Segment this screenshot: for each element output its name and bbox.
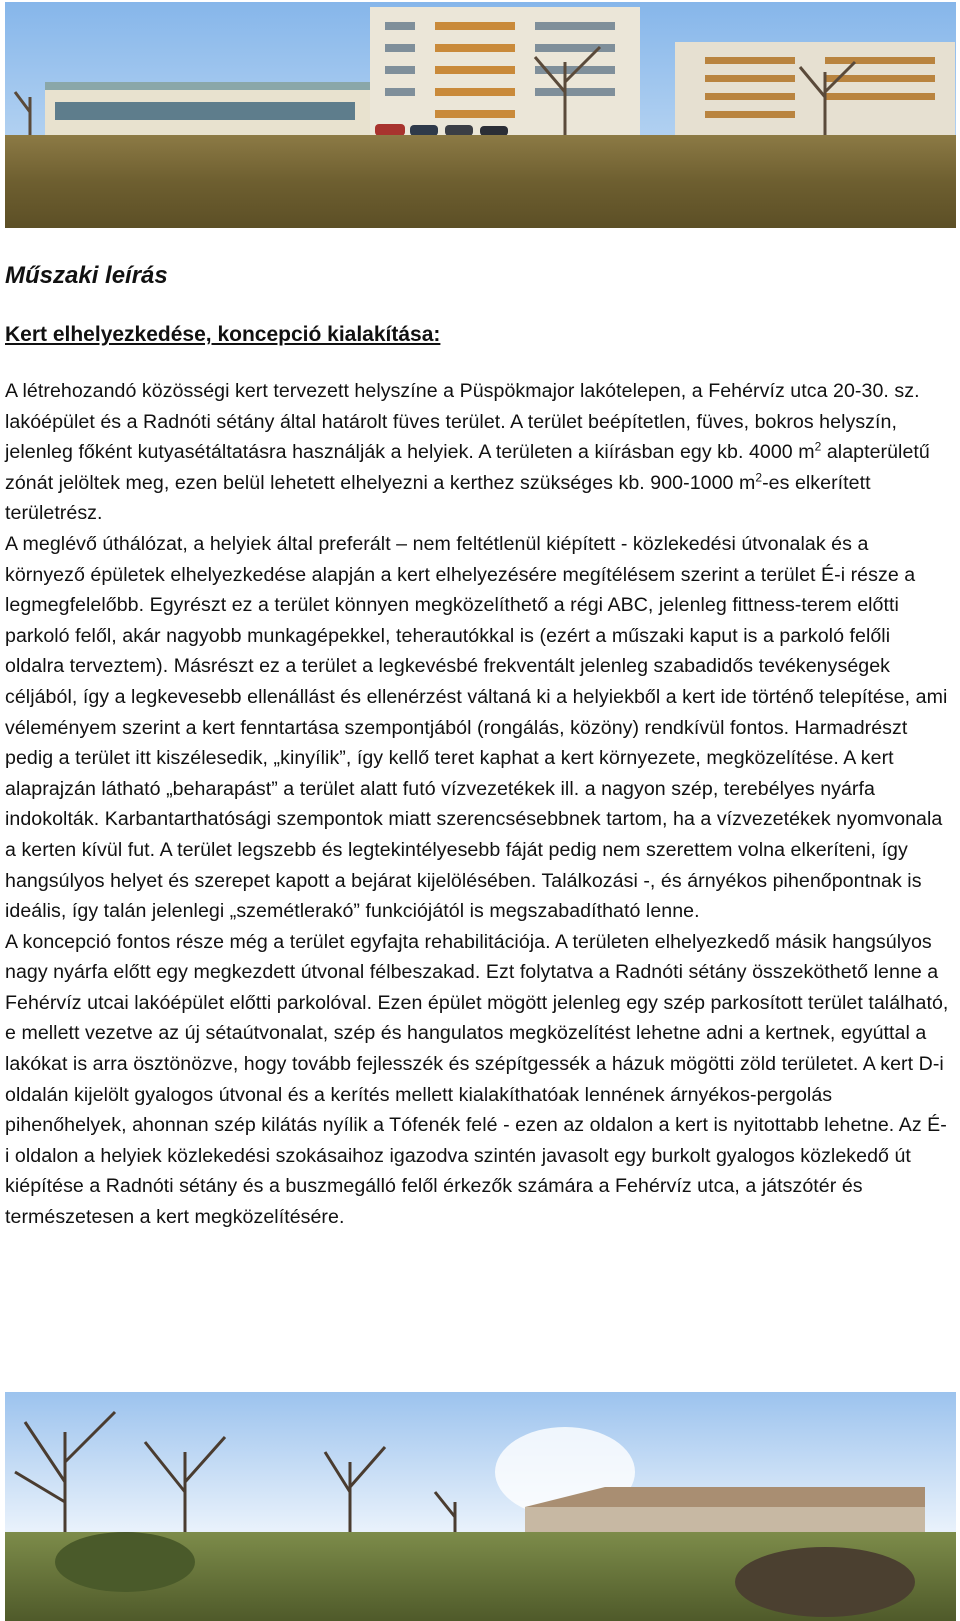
paragraph-3: A koncepció fontos része még a terület egyfajta rehabilitációja. A területen elhelyezkedő másik hangsúlyos nagy nyárfa előtt egy megkezdett útvonal félbeszakad. Ezt folytatva a Radnóti sétány összeköthető lenne a Fehérvíz utcai lakóépület előtti parkolóval. Ezen épület mögött jelenleg egy szép parkosított terület található, e mellett vezetve az új sétaútvonalat, szép és hangulatos megközelítést lehetne adni a kertnek, egyúttal a lakókat is arra ösztönözve, hogy tovább fejlesszék és szépítgessék a házuk mögötti zöld területet. A kert D-i oldalán kijelölt gyalogos útvonal és a kerítés mellett kialakíthatóak lennének árnyékos-pergolás pihenőhelyek, ahonnan szép kilátás nyílik a Tófenék felé - ezen az oldalon a kert is nyitottabb lehetne. Az É-i oldalon a helyiek közlekedési szokásaihoz igazodva szintén javasolt egy burkolt gyalogos közlekedő út kiépítése a Radnóti sétány és a buszmegálló felől érkezők számára a Fehérvíz utca, a játszótér és természetesen a kert megközelítésére.	[5, 930, 949, 1229]
paragraph-1-part-a: A létrehozandó közösségi kert tervezett helyszíne a Püspökmajor lakótelepen, a Fehérvíz utca 20-30. sz. lakóépület és a Radnóti sétány által határolt füves terület. A terület beépítetlen, füves, bokros helyszín, jelenleg főként kutyasétáltatásra használják a helyiek. A területen a kiírásban egy kb. 4000 m	[5, 380, 920, 464]
field-photo-illustration	[5, 1392, 956, 1621]
paragraph-1-part-b: alapterületű zónát jelöltek meg, ezen belül lehetett elhelyezni a kerthez szükséges kb. 900-1000 m	[5, 441, 930, 494]
bottom-site-photo	[5, 1392, 956, 1621]
superscript-2: 2	[755, 470, 763, 485]
paragraph-2: A meglévő úthálózat, a helyiek által preferált – nem feltétlenül kiépített - közlekedési útvonalak és a környező épületek elhelyezkedése alapján a kert elhelyezésére megítélésem szerint a terület É-i része a legmegfelelőbb. Egyrészt ez a terület könnyen megközelíthető a régi ABC, jelenleg fittness-terem előtti parkoló felől, akár nagyobb munkagépekkel, teherautókkal is (ezért a műszaki kaput is a parkoló felőli oldalra terveztem). Másrészt ez a terület a legkevésbé frekventált jelenleg szabadidős tevékenységek céljából, így a legkevesebb ellenállást és ellenérzést váltaná ki a helyiekből a kert ide történő telepítése, ami véleményem szerint a kert fenntartása szempontjából (rongálás, közöny) rendkívül fontos. Harmadrészt pedig a terület itt kiszélesedik, „kinyílik”, így kellő teret kaphat a kert környezete, megközelítése. A kert alaprajzán látható „beharapást” a terület alatt futó vízvezetékek ill. a nagyon szép, terebélyes nyárfa indokolták. Karbantarthatósági szempontok miatt szerencsésebbnek tartom, ha a vízvezetékek nyomvonala a kerten kívül fut. A terület legszebb és legtekintélyesebb fáját pedig nem szerettem volna elkeríteni, így hangsúlyos helyet és szerepet kapott a bejárat kijelölésében. Találkozási -, és árnyékos pihenőpontnak is ideális, így talán jelenlegi „szemétlerakó” funkciójától is megszabadítható lenne.	[5, 532, 948, 923]
document-body	[5, 258, 950, 1233]
paragraph-1-part-c: -es elkerített területrész.	[5, 471, 871, 525]
site-photo-illustration	[5, 2, 956, 228]
document-title: Műszaki leírás	[5, 262, 168, 289]
section-text	[5, 376, 950, 1233]
superscript-1: 2	[814, 439, 822, 454]
top-site-photo	[5, 2, 956, 228]
paragraph-1	[5, 376, 950, 529]
section-heading: Kert elhelyezkedése, koncepció kialakítása:	[5, 323, 441, 346]
